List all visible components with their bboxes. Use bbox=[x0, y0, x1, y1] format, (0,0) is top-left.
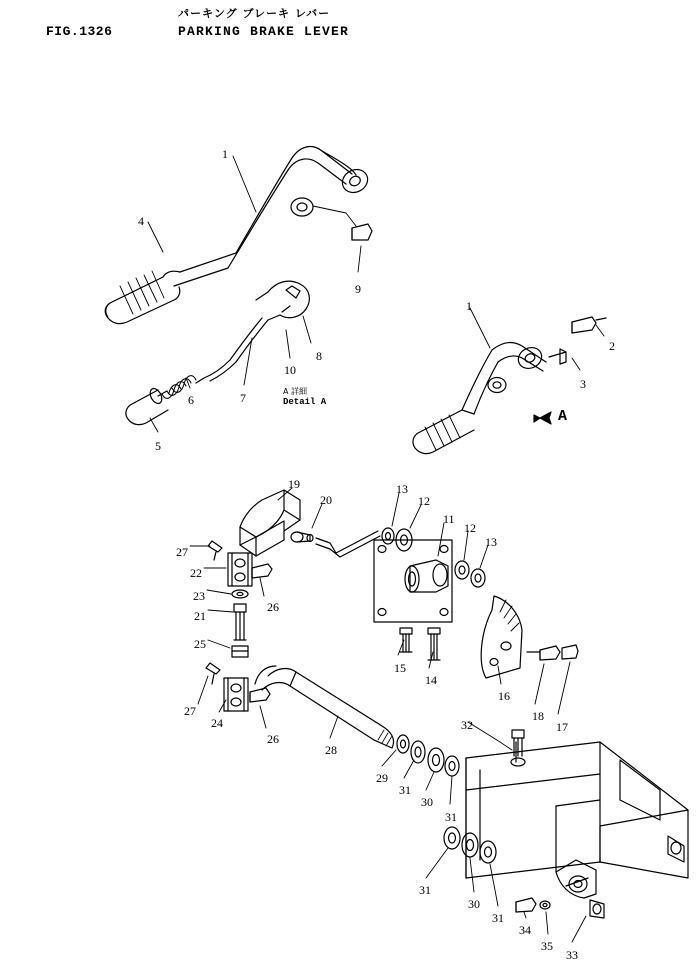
callout-17: 17 bbox=[556, 720, 568, 734]
callout-28: 28 bbox=[325, 743, 337, 757]
title-japanese: パーキング ブレーキ レバー bbox=[178, 7, 331, 20]
callout-11: 11 bbox=[443, 512, 455, 526]
callout-20: 20 bbox=[320, 493, 332, 507]
callout-12b: 12 bbox=[464, 521, 476, 535]
callout-29: 29 bbox=[376, 771, 388, 785]
callout-14: 14 bbox=[425, 673, 437, 687]
callout-22: 22 bbox=[190, 566, 202, 580]
callout-7: 7 bbox=[240, 391, 246, 405]
callout-9: 9 bbox=[355, 282, 361, 296]
callout-5: 5 bbox=[155, 439, 161, 453]
callout-34: 34 bbox=[519, 923, 531, 937]
callout-31: 31 bbox=[399, 783, 411, 797]
callout-26b: 26 bbox=[267, 732, 279, 746]
callout-27b: 27 bbox=[184, 704, 196, 718]
callout-13b: 13 bbox=[485, 535, 497, 549]
callout-10: 10 bbox=[284, 363, 296, 377]
callout-25: 25 bbox=[194, 637, 206, 651]
callout-33: 33 bbox=[566, 948, 578, 962]
callout-30: 30 bbox=[421, 795, 433, 809]
callout-1-detail: 1 bbox=[466, 299, 472, 313]
callout-21: 21 bbox=[194, 609, 206, 623]
callout-8: 8 bbox=[316, 349, 322, 363]
callout-2: 2 bbox=[609, 339, 615, 353]
callout-12: 12 bbox=[418, 494, 430, 508]
callout-30b: 30 bbox=[468, 897, 480, 911]
callout-27: 27 bbox=[176, 545, 188, 559]
detail-label-english: Detail A bbox=[283, 397, 327, 407]
callout-16: 16 bbox=[498, 689, 510, 703]
view-arrow-label: A bbox=[558, 408, 568, 425]
callout-6: 6 bbox=[188, 393, 194, 407]
callout-4: 4 bbox=[138, 214, 144, 228]
callout-18: 18 bbox=[532, 709, 544, 723]
callout-23: 23 bbox=[193, 589, 205, 603]
callout-26: 26 bbox=[267, 600, 279, 614]
callout-35: 35 bbox=[541, 939, 553, 953]
callout-24: 24 bbox=[211, 716, 223, 730]
callout-31b: 31 bbox=[445, 810, 457, 824]
callout-19: 19 bbox=[288, 477, 300, 491]
callout-15: 15 bbox=[394, 661, 406, 675]
callout-1: 1 bbox=[222, 147, 228, 161]
callout-3: 3 bbox=[580, 377, 586, 391]
callout-13: 13 bbox=[396, 482, 408, 496]
callout-32: 32 bbox=[461, 718, 473, 732]
detail-label-japanese: A 詳細 bbox=[283, 387, 308, 396]
callout-31c: 31 bbox=[419, 883, 431, 897]
title-english: PARKING BRAKE LEVER bbox=[178, 24, 350, 39]
figure-number: FIG.1326 bbox=[46, 24, 113, 39]
callout-31d: 31 bbox=[492, 911, 504, 925]
